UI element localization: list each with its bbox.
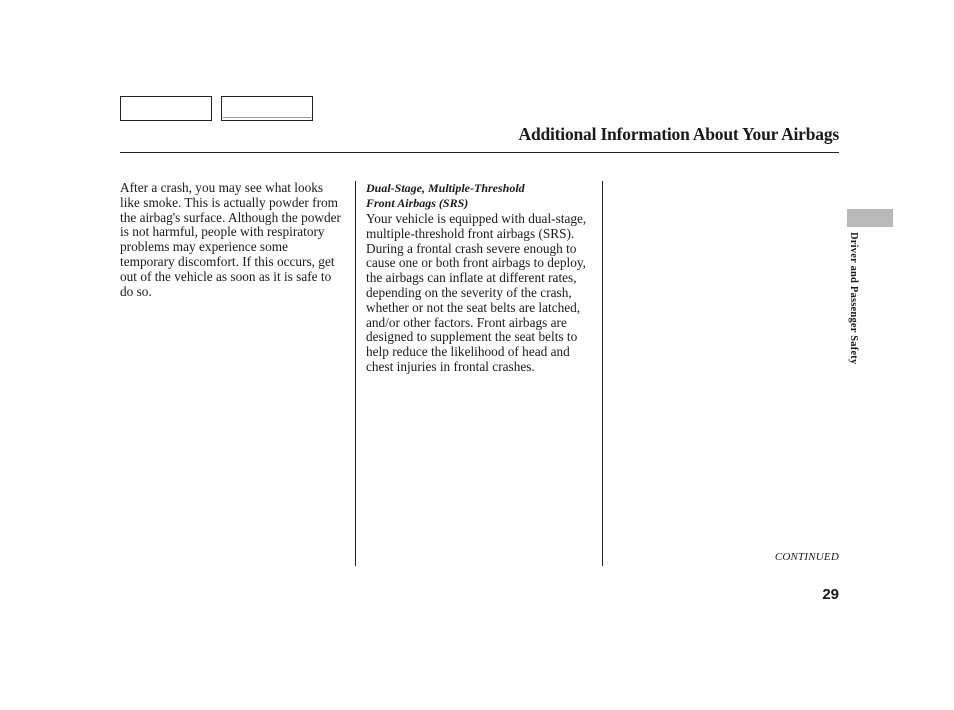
left-column-paragraph: After a crash, you may see what looks like smoke. This is actually powder from the airbag's surface. Although the powder is not harmful, people with respiratory problems may experience some temporary discomfort. If this occurs, get out of the vehicle as soon as it is safe to do so. [120,180,341,299]
section-label: Driver and Passenger Safety [848,232,859,365]
section-subheading [366,181,600,211]
column-divider-left [355,181,356,566]
section-tab[interactable] [847,209,893,227]
previous-page-button[interactable] [120,96,212,121]
middle-column [366,181,600,375]
column-divider-right [602,181,603,566]
subheading-line-2: Front Airbags (SRS) [366,196,469,210]
page-number: 29 [822,586,839,603]
next-page-button[interactable] [221,96,313,121]
left-column [120,181,345,299]
continued-label: CONTINUED [774,551,839,563]
middle-column-paragraph: Your vehicle is equipped with dual-stage, multiple-threshold front airbags (SRS). During a frontal crash severe enough to cause one or both front airbags to deploy, the airbags can inflate at different rates, depending on the severity of the crash, whether or not the seat belts are latched, and/or other factors. Front airbags are designed to supplement the seat belts to help reduce the likelihood of head and chest injuries in frontal crashes. [366,211,587,374]
page-title: Additional Information About Your Airbags [518,124,839,144]
subheading-line-1: Dual-Stage, Multiple-Threshold [366,181,525,195]
title-divider [120,152,839,153]
